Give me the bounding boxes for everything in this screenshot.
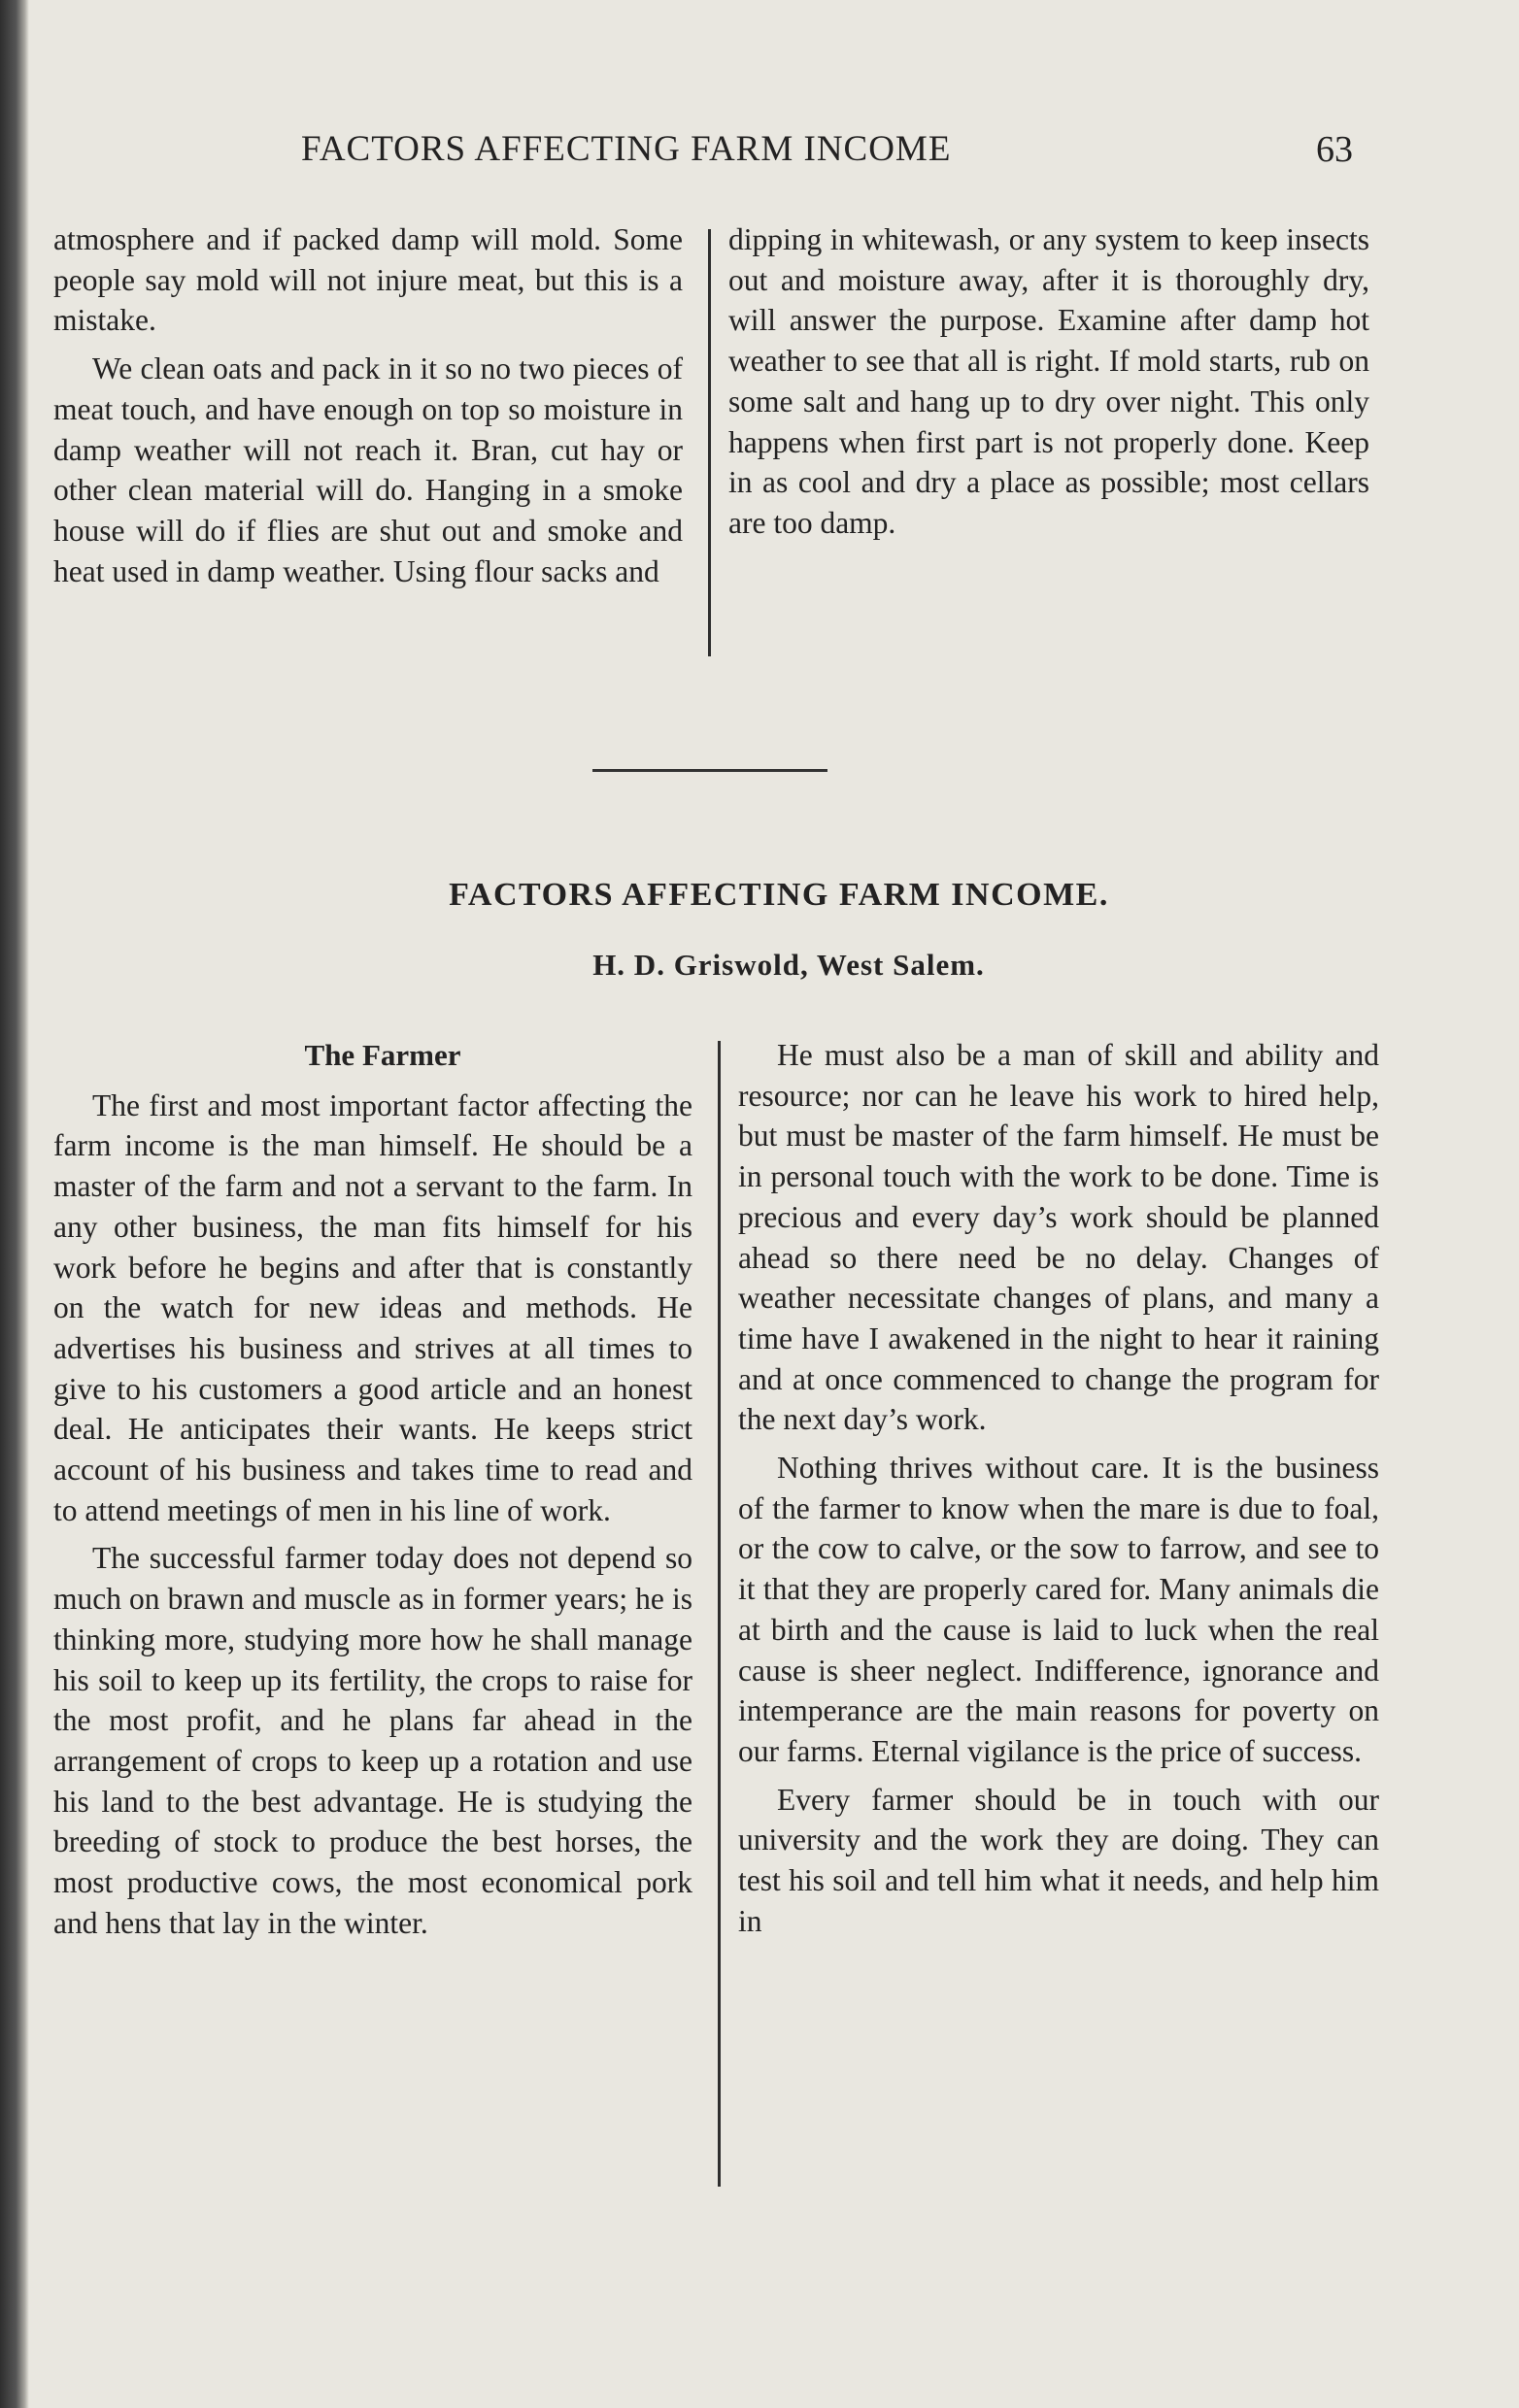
- prev-article-left-column: [53, 219, 683, 591]
- article-byline: H. D. Griswold, West Salem.: [592, 948, 985, 982]
- page-number: 63: [1316, 129, 1353, 170]
- paragraph: dipping in whitewash, or any system to keep insects out and moisture away, after it is thoroughly dry, will answer the purpose. Examine after damp hot weather to see that all is right. If mold starts, rub on some salt and hang up to dry over night. This only happens when first part is not properly done. Keep in as cool and dry a place as possible; most cellars are too damp.: [728, 222, 1369, 540]
- column-divider: [708, 229, 711, 656]
- prev-article-right-column: [728, 219, 1369, 544]
- paragraph: The first and most important factor affecting the farm income is the man himself. He should be a master of the farm and not a servant to the farm. In any other business, the man fits himself for his work before he begins and after that is constantly on the watch for new ideas and methods. He advertises his business and strives at all times to give to his customers a good article and an honest deal. He anticipates their wants. He keeps strict account of his business and takes time to read and to attend meetings of men in his line of work.: [53, 1087, 692, 1527]
- column-divider: [718, 1041, 721, 2187]
- paragraph: atmosphere and if packed damp will mold. Some people say mold will not injure meat, but this is a mistake.: [53, 222, 683, 338]
- paragraph: We clean oats and pack in it so no two pieces of meat touch, and have enough on top so moisture in damp weather will not reach it. Bran, cut hay or other clean material will do. Hanging in a smoke house will do if flies are shut out and smoke and heat used in damp weather. Using flour sacks and: [53, 351, 683, 588]
- article-left-column: [53, 1035, 692, 1943]
- paragraph: Every farmer should be in touch with our university and the work they are doing. They can test his soil and tell him what it needs, and help him in: [738, 1782, 1379, 1938]
- section-separator: [592, 769, 827, 772]
- running-title: FACTORS AFFECTING FARM INCOME: [301, 129, 952, 169]
- section-subhead: The Farmer: [304, 1038, 461, 1072]
- paragraph: He must also be a man of skill and ability and resource; nor can he leave his work to hired help, but must be master of the farm himself. He must be in personal touch with the work to be done. Time is precious and every day’s work should be planned ahead so there need be no delay. Changes of weather necessitate changes of plans, and many a time have I awakened in the night to hear it raining and at once commenced to change the program for the next day’s work.: [738, 1038, 1379, 1437]
- article-right-column: [738, 1035, 1379, 1941]
- paragraph: The successful farmer today does not depend so much on brawn and muscle as in former years; he is thinking more, studying more how he shall manage his soil to keep up its fertility, the crops to raise for the most profit, and he plans far ahead in the arrangement of crops to keep up a rotation and use his land to the best advantage. He is studying the breeding of stock to produce the best horses, the most productive cows, the most economical pork and hens that lay in the winter.: [53, 1541, 692, 1940]
- paragraph: Nothing thrives without care. It is the business of the farmer to know when the mare is due to foal, or the cow to calve, or the sow to farrow, and see to it that they are properly cared for. Many animals die at birth and the cause is laid to luck when the real cause is sheer neglect. Indifference, ignorance and intemperance are the main reasons for poverty on our farms. Eternal vigilance is the price of success.: [738, 1451, 1379, 1768]
- book-spine-shadow: [0, 0, 29, 2408]
- article-title: FACTORS AFFECTING FARM INCOME.: [449, 877, 1109, 913]
